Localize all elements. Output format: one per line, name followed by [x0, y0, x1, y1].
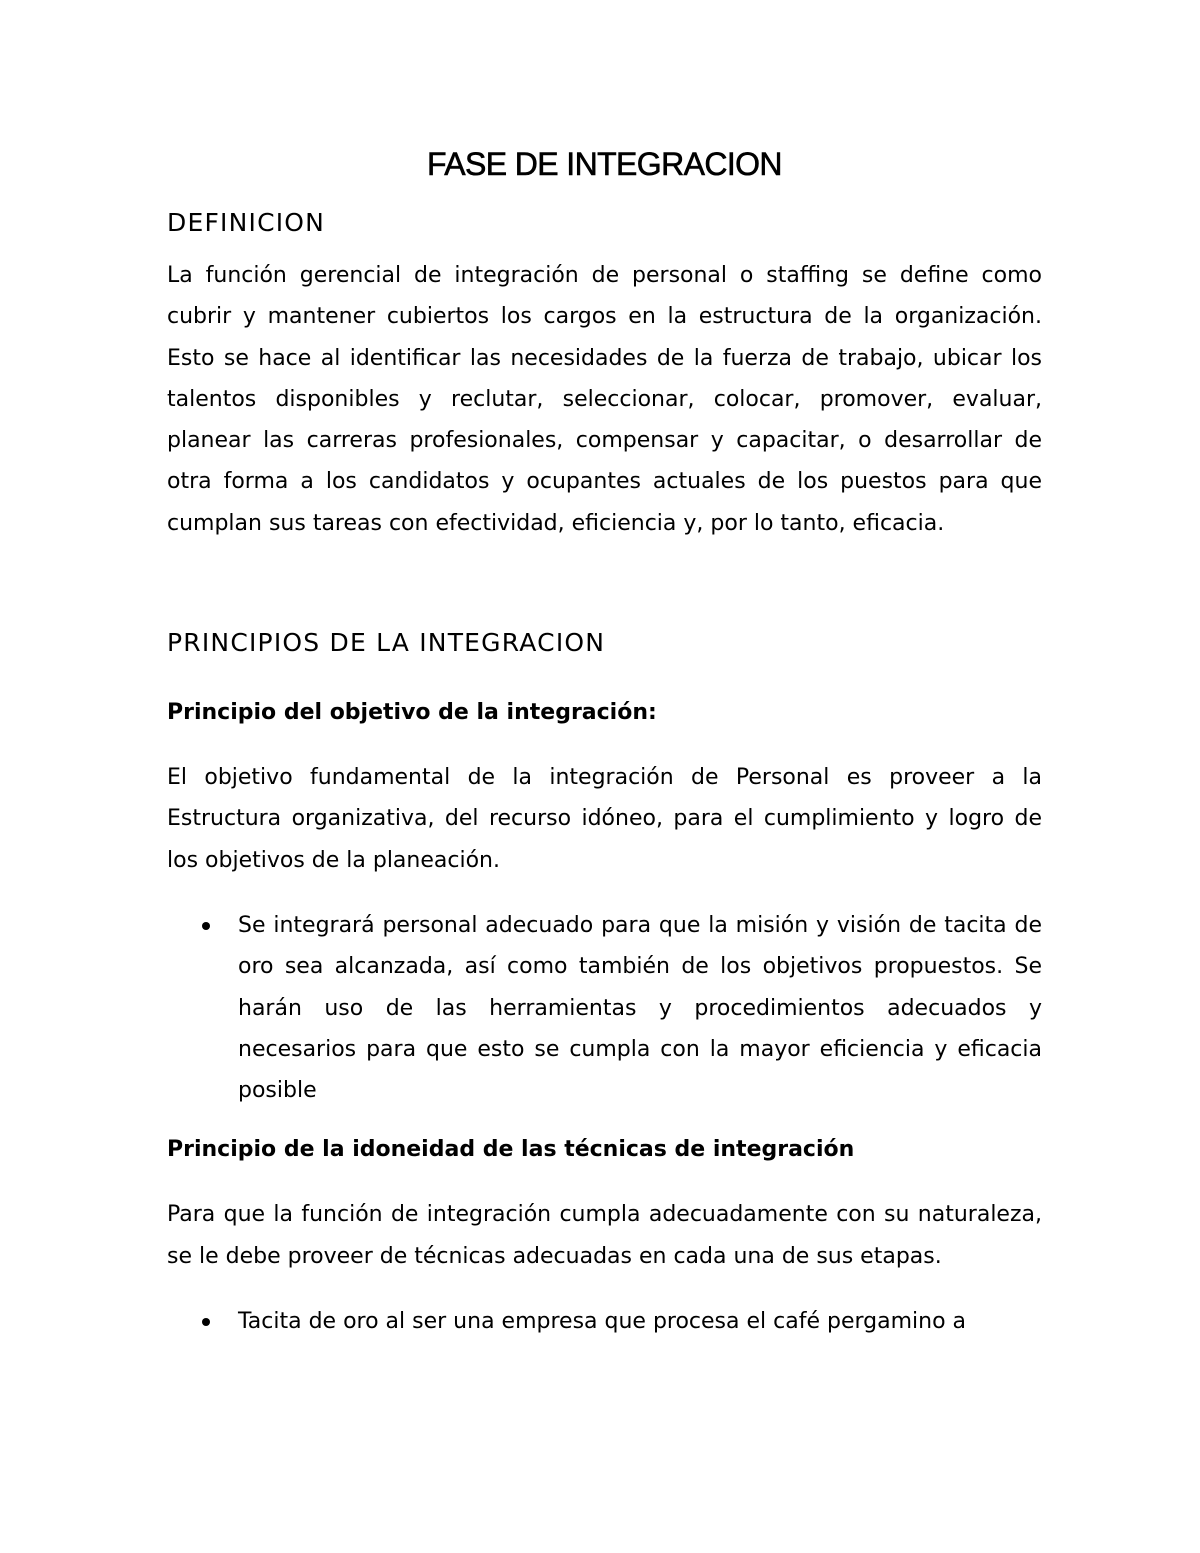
principle-paragraph-objetivo: El objetivo fundamental de la integración de Personal es proveer a la Estructura organizativa, del recurso idóneo, para el cumplimiento y logro de los objetivos de la planeación.: [167, 765, 1042, 873]
principle-paragraph-idoneidad: Para que la función de integración cumpla adecuadamente con su naturaleza, se le debe proveer de técnicas adecuadas en cada una de sus etapas.: [167, 1202, 1042, 1269]
bullet-list-idoneidad: [167, 1301, 1042, 1342]
principle-heading-idoneidad: Principio de la idoneidad de las técnicas de integración: [167, 1137, 855, 1163]
bullet-dot-icon: [202, 922, 210, 930]
principle-heading-objetivo: Principio del objetivo de la integración:: [167, 700, 657, 726]
bullet-text: Se integrará personal adecuado para que la misión y visión de tacita de oro sea alcanzada, así como también de los objetivos propuestos. Se harán uso de las herramientas y procedimientos adecuados y necesarios para que esto se cumpla con la mayor eficiencia y eficacia posible: [238, 912, 1042, 1104]
bullet-list-objetivo: [167, 905, 1042, 1111]
section-heading-principios: PRINCIPIOS DE LA INTEGRACION: [167, 628, 606, 658]
bullet-dot-icon: [202, 1318, 210, 1326]
list-item: [167, 905, 1042, 1111]
definition-paragraph: La función gerencial de integración de personal o staffing se define como cubrir y mantener cubiertos los cargos en la estructura de la organización. Esto se hace al identificar las necesidades de la fuerza de trabajo, ubicar los talentos disponibles y reclutar, seleccionar, colocar, promover, evaluar, planear las carreras profesionales, compensar y capacitar, o desarrollar de otra forma a los candidatos y ocupantes actuales de los puestos para que cumplan sus tareas con efectividad, eficiencia y, por lo tanto, eficacia.: [167, 263, 1042, 536]
document-title: FASE DE INTEGRACION: [427, 146, 782, 182]
bullet-text: Tacita de oro al ser una empresa que procesa el café pergamino a: [238, 1309, 967, 1335]
document-body: [167, 140, 1042, 1342]
section-heading-definicion: DEFINICION: [167, 208, 326, 237]
list-item: [167, 1301, 1042, 1342]
